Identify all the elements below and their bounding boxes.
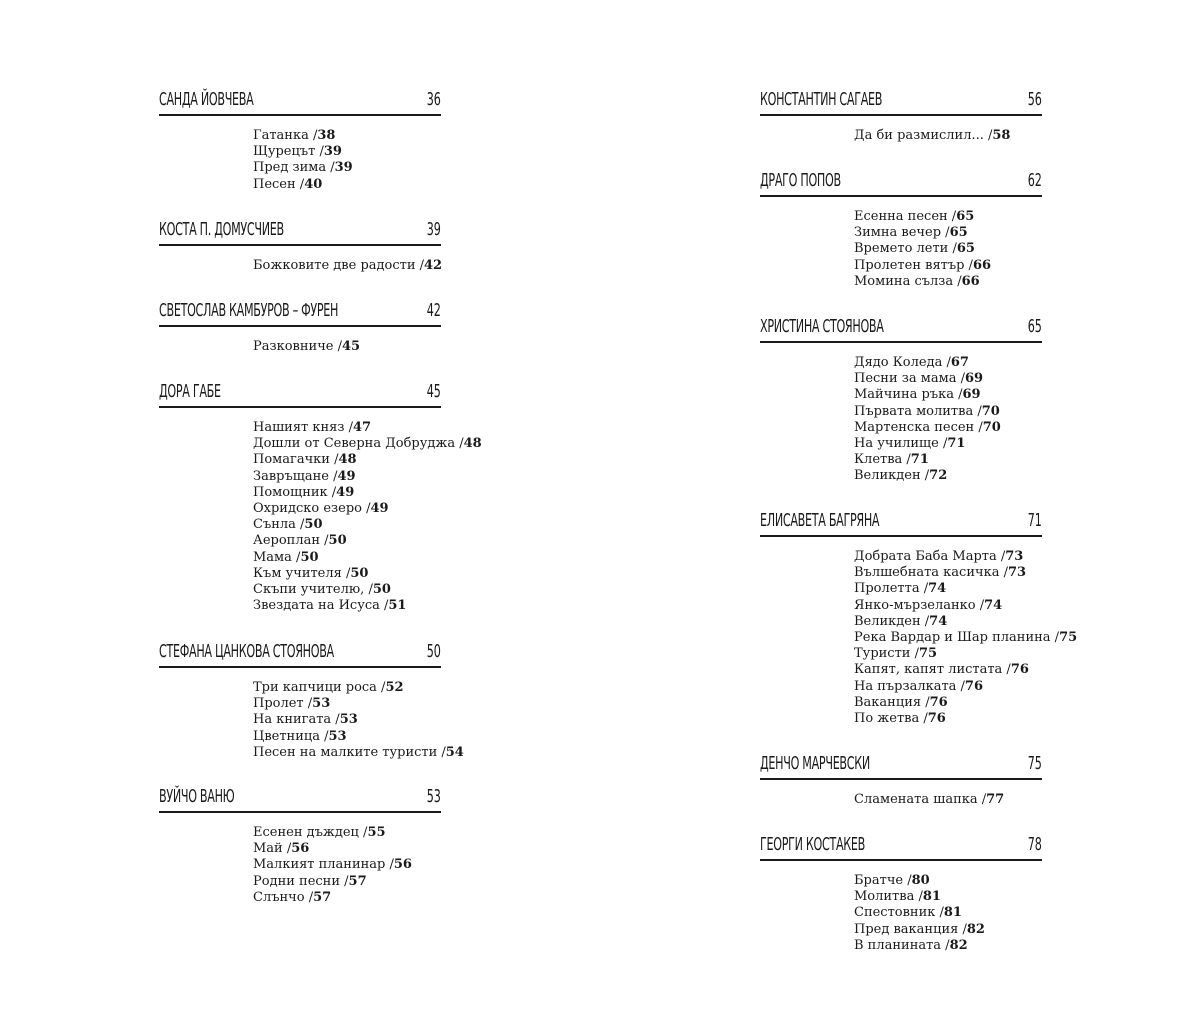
toc-entry	[854, 436, 1042, 452]
poem-title: Пред ваканция /	[854, 921, 967, 937]
poem-title: Пред зима /	[253, 160, 335, 176]
poem-title: Янко-мързеланко /	[854, 597, 985, 613]
poem-page-number: 55	[367, 825, 386, 840]
author-name: ХРИСТИНА СТОЯНОВА	[760, 316, 884, 337]
poem-title: Есенен дъждец /	[253, 825, 368, 840]
poem-page-number: 58	[992, 128, 1011, 143]
toc-entry	[854, 614, 1042, 630]
poem-title: Вълшебната касичка /	[854, 565, 1008, 581]
toc-entry	[854, 792, 1042, 808]
toc-entry	[854, 549, 1042, 565]
toc-entry	[253, 680, 441, 696]
author-name: СТЕФАНА ЦАНКОВА СТОЯНОВА	[159, 641, 334, 662]
toc-entry	[854, 355, 1042, 371]
poem-page-number: 48	[338, 452, 357, 468]
poem-title: Сънла /	[253, 517, 305, 533]
poem-page-number: 49	[336, 484, 355, 500]
toc-entry	[854, 404, 1042, 420]
poem-title: Аероплан /	[253, 533, 329, 549]
author-name: ДОРА ГАБЕ	[159, 381, 221, 402]
poem-page-number: 39	[323, 144, 342, 160]
author-name: ГЕОРГИ КОСТАКЕВ	[760, 834, 866, 855]
toc-entry	[854, 468, 1042, 484]
poem-page-number: 57	[313, 889, 332, 905]
poem-title: Мартенска песен /	[854, 419, 983, 435]
toc-entry	[253, 144, 441, 160]
toc-entry	[253, 485, 441, 501]
poem-list	[253, 680, 464, 761]
poem-page-number: 50	[328, 533, 347, 549]
poem-title: Зимна вечер /	[854, 225, 950, 241]
author-heading	[760, 169, 1042, 197]
toc-entry	[253, 566, 441, 582]
poem-title: Божковите две радости /	[253, 258, 424, 273]
poem-page-number: 82	[949, 937, 968, 953]
toc-entry	[854, 371, 1042, 387]
toc-entry	[854, 630, 1078, 646]
author-heading	[760, 833, 1042, 861]
poem-title: Помагачки /	[253, 452, 339, 468]
toc-entry	[854, 889, 1042, 905]
author-page-number: 36	[426, 89, 441, 110]
author-heading	[760, 752, 1042, 780]
toc-entry	[253, 160, 441, 176]
poem-page-number: 82	[966, 921, 985, 937]
author-heading	[159, 299, 441, 327]
author-heading	[159, 218, 441, 246]
poem-page-number: 74	[928, 581, 947, 597]
toc-entry	[253, 696, 441, 712]
poem-title: Щурецът /	[253, 144, 324, 160]
poem-title: Да би размислил... /	[854, 128, 993, 143]
toc-entry	[854, 662, 1042, 678]
poem-page-number: 74	[984, 597, 1003, 613]
author-name: ДЕНЧО МАРЧЕВСКИ	[760, 753, 870, 774]
poem-page-number: 80	[911, 873, 930, 888]
author-name: ВУЙЧО ВАНЮ	[159, 786, 235, 807]
author-page-number: 39	[426, 219, 441, 240]
poem-list	[854, 355, 1042, 485]
toc-section	[159, 218, 441, 274]
toc-entry	[854, 420, 1042, 436]
author-name: КОНСТАНТИН САГАЕВ	[760, 89, 883, 110]
toc-entry	[253, 258, 441, 274]
poem-page-number: 52	[385, 680, 404, 695]
toc-entry	[854, 646, 1042, 662]
poem-page-number: 81	[943, 905, 962, 921]
poem-title: Разковниче /	[253, 339, 342, 354]
toc-entry	[253, 533, 441, 549]
poem-page-number: 70	[982, 419, 1001, 435]
poem-title: Ваканция /	[854, 694, 930, 710]
toc-section	[159, 88, 441, 193]
poem-page-number: 75	[918, 646, 938, 662]
poem-title: Песен на малките туристи /	[253, 744, 446, 760]
poem-title: Река Вардар и Шар планина /	[854, 630, 1060, 646]
poem-list	[854, 128, 1042, 144]
toc-entry	[253, 339, 441, 355]
poem-title: Май /	[253, 841, 292, 857]
poem-title: Слънчо /	[253, 889, 314, 905]
poem-title: В планината /	[854, 937, 950, 953]
poem-title: Братче /	[854, 873, 912, 888]
toc-entry	[854, 873, 1042, 889]
poem-page-number: 56	[393, 857, 412, 873]
poem-page-number: 49	[370, 501, 389, 517]
poem-page-number: 54	[445, 744, 464, 760]
author-page-number: 71	[1027, 510, 1042, 531]
poem-title: Клетва /	[854, 452, 911, 468]
poem-title: Туристи /	[854, 646, 919, 662]
poem-title: Песен /	[253, 176, 305, 192]
toc-entry	[854, 598, 1042, 614]
poem-title: На пързалката /	[854, 678, 965, 694]
poem-title: Сламената шапка /	[854, 792, 987, 807]
poem-title: По жетва /	[854, 711, 928, 727]
author-page-number: 78	[1027, 834, 1042, 855]
poem-list	[854, 209, 1042, 290]
poem-title: Капят, капят листата /	[854, 662, 1011, 678]
toc-entry	[253, 890, 441, 906]
toc-entry	[253, 712, 441, 728]
poem-page-number: 40	[304, 176, 323, 192]
poem-page-number: 76	[1010, 662, 1029, 678]
toc-entry	[253, 452, 441, 468]
poem-page-number: 47	[352, 420, 372, 435]
toc-entry	[253, 598, 441, 614]
poem-page-number: 57	[348, 873, 367, 889]
poem-title: Пролет /	[253, 696, 313, 712]
poem-title: Спестовник /	[854, 905, 944, 921]
poem-list	[253, 825, 441, 906]
poem-page-number: 53	[339, 712, 358, 728]
author-heading	[760, 509, 1042, 537]
author-page-number: 45	[426, 381, 441, 402]
toc-section	[760, 169, 1042, 290]
toc-section	[159, 640, 464, 761]
author-name: САНДА ЙОВЧЕВА	[159, 89, 254, 110]
toc-entry	[854, 128, 1042, 144]
poem-page-number: 65	[956, 209, 975, 224]
poem-page-number: 76	[964, 678, 983, 694]
poem-page-number: 67	[950, 355, 969, 370]
poem-page-number: 65	[949, 225, 968, 241]
toc-section	[159, 785, 441, 906]
author-page-number: 62	[1027, 170, 1042, 191]
poem-title: Есенна песен /	[854, 209, 957, 224]
poem-page-number: 50	[372, 582, 391, 598]
author-heading	[159, 785, 441, 813]
poem-page-number: 76	[927, 711, 946, 727]
poem-title: Добрата Баба Марта /	[854, 549, 1006, 564]
poem-title: Цветница /	[253, 728, 329, 744]
author-heading	[159, 380, 441, 408]
author-page-number: 75	[1027, 753, 1042, 774]
poem-title: Мама /	[253, 549, 301, 565]
toc-entry	[253, 436, 482, 452]
poem-title: Дошли от Северна Добруджа /	[253, 436, 464, 452]
poem-page-number: 51	[388, 598, 407, 614]
toc-entry	[854, 922, 1042, 938]
poem-page-number: 42	[424, 258, 443, 273]
author-page-number: 56	[1027, 89, 1042, 110]
poem-page-number: 70	[981, 403, 1000, 419]
poem-title: Пролетта /	[854, 581, 929, 597]
poem-page-number: 73	[1007, 565, 1027, 581]
toc-entry	[253, 469, 441, 485]
poem-page-number: 66	[972, 257, 992, 273]
author-page-number: 50	[426, 641, 441, 662]
author-name: ЕЛИСАВЕТА БАГРЯНА	[760, 510, 880, 531]
toc-section	[760, 88, 1042, 144]
poem-title: Дядо Коледа /	[854, 355, 951, 370]
toc-entry	[253, 841, 441, 857]
toc-entry	[854, 387, 1042, 403]
toc-section	[159, 380, 482, 614]
poem-page-number: 72	[929, 468, 948, 484]
toc-entry	[253, 177, 441, 193]
poem-page-number: 50	[304, 517, 323, 533]
poem-title: Песни за мама /	[854, 371, 965, 387]
poem-page-number: 53	[328, 728, 347, 744]
toc-entry	[854, 695, 1042, 711]
poem-title: Нашият княз /	[253, 420, 353, 435]
author-heading	[760, 315, 1042, 343]
author-heading	[159, 88, 441, 116]
toc-entry	[854, 258, 1042, 274]
poem-page-number: 69	[964, 371, 984, 387]
poem-page-number: 53	[312, 696, 331, 712]
toc-entry	[854, 905, 1042, 921]
author-name: КОСТА П. ДОМУСЧИЕВ	[159, 219, 284, 240]
author-name: ДРАГО ПОПОВ	[760, 170, 841, 191]
poem-list	[253, 128, 441, 193]
poem-page-number: 76	[929, 694, 948, 710]
toc-section	[159, 299, 441, 355]
poem-title: Първата молитва /	[854, 403, 982, 419]
poem-page-number: 75	[1059, 630, 1078, 646]
toc-section	[760, 752, 1042, 808]
poem-page-number: 74	[929, 613, 948, 629]
poem-page-number: 69	[962, 387, 981, 403]
poem-title: Молитва /	[854, 889, 923, 905]
toc-entry	[854, 225, 1042, 241]
toc-entry	[253, 857, 441, 873]
toc-entry	[253, 825, 441, 841]
poem-list	[854, 873, 1042, 954]
toc-section	[760, 509, 1078, 727]
toc-entry	[854, 565, 1042, 581]
toc-entry	[253, 501, 441, 517]
toc-entry	[854, 581, 1042, 597]
poem-page-number: 66	[961, 273, 980, 289]
poem-title: Пролетен вятър /	[854, 257, 973, 273]
poem-list	[253, 420, 482, 614]
toc-entry	[854, 274, 1042, 290]
poem-list	[253, 339, 441, 355]
poem-page-number: 38	[317, 128, 336, 143]
poem-page-number: 50	[300, 549, 319, 565]
toc-entry	[253, 874, 441, 890]
toc-entry	[854, 711, 1042, 727]
toc-entry	[854, 241, 1042, 257]
poem-page-number: 49	[337, 468, 356, 484]
poem-title: Помощник /	[253, 484, 337, 500]
poem-title: Охридско езеро /	[253, 501, 371, 517]
poem-title: Майчина ръка /	[854, 387, 963, 403]
poem-title: Три капчици роса /	[253, 680, 386, 695]
poem-title: Гатанка /	[253, 128, 318, 143]
author-page-number: 53	[426, 786, 441, 807]
poem-page-number: 50	[350, 565, 369, 581]
toc-entry	[253, 744, 464, 761]
poem-title: Завръщане /	[253, 468, 338, 484]
toc-entry	[854, 452, 1042, 468]
toc-entry	[253, 517, 441, 533]
poem-title: Звездата на Исуса /	[253, 598, 389, 614]
poem-title: Великден /	[854, 613, 930, 629]
poem-page-number: 71	[947, 436, 966, 452]
poem-page-number: 81	[922, 889, 941, 905]
poem-page-number: 73	[1005, 549, 1024, 564]
toc-entry	[854, 938, 1042, 954]
author-name: СВЕТОСЛАВ КАМБУРОВ – ФУРЕН	[159, 300, 339, 321]
author-page-number: 65	[1027, 316, 1042, 337]
poem-title: Родни песни /	[253, 873, 349, 889]
poem-page-number: 48	[463, 436, 482, 452]
toc-entry	[253, 420, 441, 436]
poem-title: Великден /	[854, 468, 930, 484]
poem-title: Времето лети /	[854, 241, 957, 257]
poem-title: Момина сълза /	[854, 273, 962, 289]
poem-title: На книгата /	[253, 712, 340, 728]
toc-section	[760, 833, 1042, 954]
poem-page-number: 77	[986, 792, 1005, 807]
poem-title: На училище /	[854, 436, 948, 452]
toc-entry	[253, 128, 441, 144]
poem-page-number: 71	[910, 452, 929, 468]
poem-list	[854, 549, 1078, 727]
poem-title: Към учителя /	[253, 565, 351, 581]
toc-section	[760, 315, 1042, 485]
author-heading	[159, 640, 441, 668]
toc-entry	[854, 209, 1042, 225]
poem-title: Скъпи учителю, /	[253, 582, 373, 598]
poem-page-number: 45	[342, 339, 361, 354]
poem-list	[253, 258, 441, 274]
toc-entry	[253, 729, 441, 745]
poem-page-number: 56	[291, 841, 310, 857]
poem-title: Малкият планинар /	[253, 857, 394, 873]
toc-entry	[253, 550, 441, 566]
poem-page-number: 65	[956, 241, 975, 257]
poem-list	[854, 792, 1042, 808]
toc-entry	[253, 582, 441, 598]
toc-entry	[854, 679, 1042, 695]
author-heading	[760, 88, 1042, 116]
author-page-number: 42	[426, 300, 441, 321]
poem-page-number: 39	[334, 160, 353, 176]
